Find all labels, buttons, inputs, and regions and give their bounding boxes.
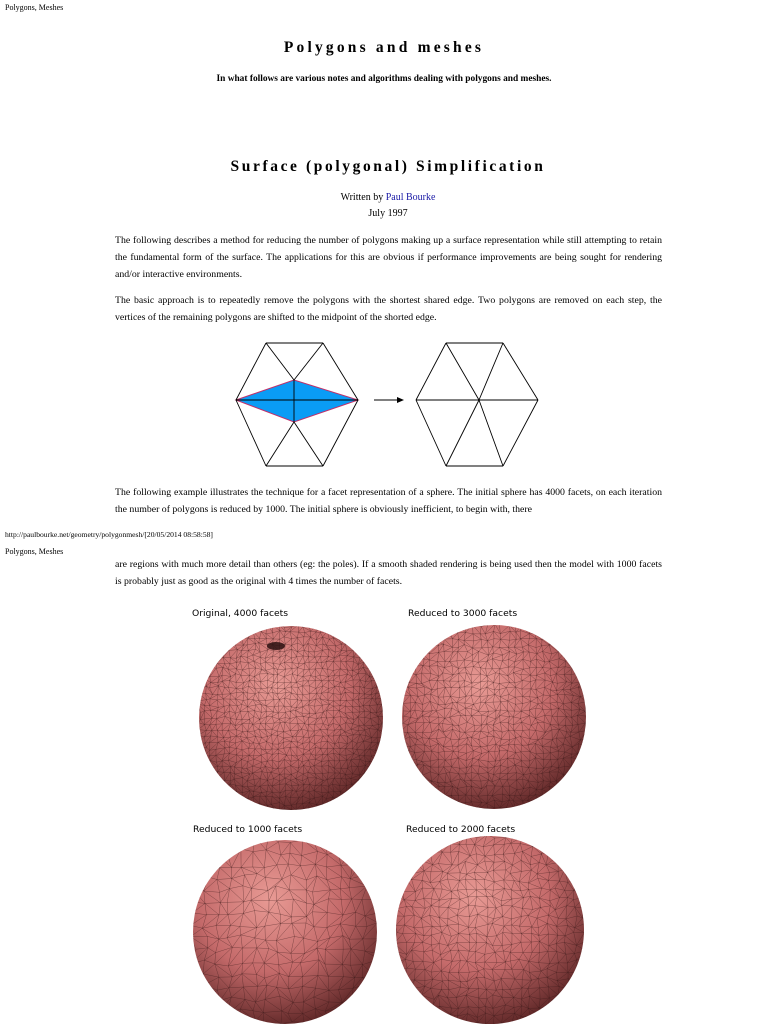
mesh-edge — [416, 343, 446, 400]
page-footer-url: http://paulbourke.net/geometry/polygonmesh/[20/05/2014 08:58:58] — [5, 530, 213, 539]
mesh-edge — [266, 422, 294, 466]
mesh-edge — [446, 343, 479, 400]
page-header-label: Polygons, Meshes — [5, 3, 64, 12]
mesh-edge — [503, 343, 538, 400]
right-arrow-icon — [374, 397, 404, 403]
page-header-label-2: Polygons, Meshes — [5, 547, 64, 556]
section-title: Surface (polygonal) Simplification — [230, 158, 546, 175]
caption-original: Original, 4000 facets — [192, 608, 289, 619]
paragraph-description: The following describes a method for reducing the number of polygons making up a surface representation while still attempting to retain the fundamental form of the surface. The applications for this are obvious if performance improvements are being sought for rendering and/or interactive environments. — [115, 235, 662, 280]
publication-date: July 1997 — [368, 208, 408, 219]
caption-1000: Reduced to 1000 facets — [193, 824, 303, 835]
mesh-edge — [294, 422, 323, 466]
sphere-2000 — [394, 834, 587, 1024]
written-by-label: Written by — [340, 192, 386, 203]
mesh-edge — [479, 400, 503, 466]
sphere-original — [197, 624, 384, 811]
mesh-after-collapse — [416, 343, 538, 466]
author-line — [0, 192, 768, 204]
author-link[interactable]: Paul Bourke — [385, 192, 436, 203]
page-title: Polygons and meshes — [283, 39, 485, 56]
mesh-edge — [266, 343, 294, 380]
paragraph-example: The following example illustrates the technique for a facet representation of a sphere. The initial sphere has 4000 facets, on each iteration the number of polygons is reduced by 1000. The initial sphere is obviously inefficient, to begin with, there — [115, 487, 662, 515]
mesh-before-collapse — [236, 343, 358, 466]
collapsed-faces — [236, 380, 358, 422]
paragraph-approach: The basic approach is to repeatedly remove the polygons with the shortest shared edge. Two polygons are removed on each step, the vertices of the remaining polygons are shifted to the midpoint of the shorted edge. — [115, 295, 662, 323]
mesh-edge — [294, 343, 323, 380]
sphere-3000 — [400, 623, 588, 811]
mesh-edge — [503, 400, 538, 466]
intro-text: In what follows are various notes and algorithms dealing with polygons and meshes. — [216, 74, 552, 84]
sphere-simplification-figure — [186, 600, 596, 1024]
arrow-head — [397, 397, 404, 403]
mesh-edge — [416, 400, 446, 466]
edge-collapse-diagram — [228, 338, 548, 470]
mesh-edge — [479, 343, 503, 400]
caption-3000: Reduced to 3000 facets — [408, 608, 518, 619]
sphere-1000 — [190, 837, 380, 1024]
caption-2000: Reduced to 2000 facets — [406, 824, 516, 835]
paragraph-conclusion: are regions with much more detail than others (eg: the poles). If a smooth shaded rendering is being used then the model with 1000 facets is probably just as good as the original with 4 times the number of facets. — [115, 559, 662, 587]
mesh-edge — [446, 400, 479, 466]
